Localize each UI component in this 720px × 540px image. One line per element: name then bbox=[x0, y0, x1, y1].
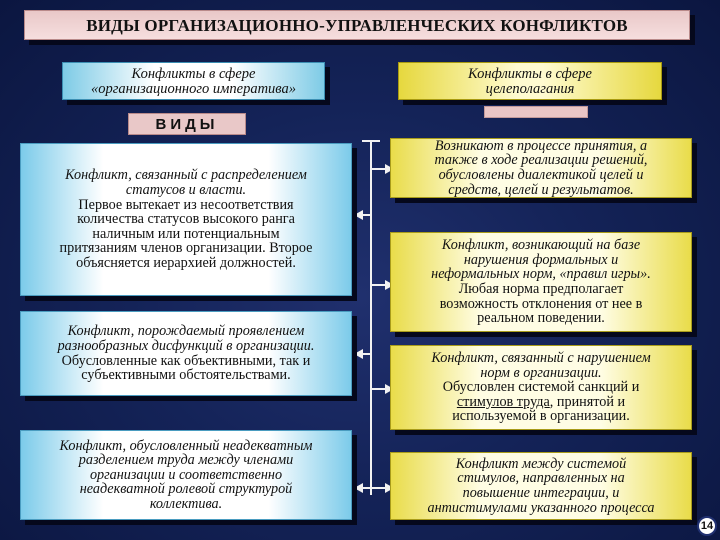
box-line: Любая норма предполагает bbox=[458, 281, 624, 297]
box-line: Конфликт, связанный с нарушением bbox=[431, 350, 651, 367]
connector-right-3 bbox=[371, 388, 385, 390]
connector-right-1 bbox=[371, 168, 385, 170]
box-line: Конфликт, возникающий на базе bbox=[441, 237, 641, 254]
box-line: норм в организации. bbox=[480, 364, 602, 381]
box-line: наличным или потенциальным bbox=[92, 225, 280, 242]
box-line: организации и соответственно bbox=[89, 466, 283, 483]
box-line: антистимулами указанного процесса bbox=[427, 499, 655, 516]
box-line: используемой в организации. bbox=[452, 408, 630, 425]
box-line: Возникают в процессе принятия, а bbox=[434, 137, 648, 154]
page-title: ВИДЫ ОРГАНИЗАЦИОННО-УПРАВЛЕНЧЕСКИХ КОНФЛИКТОВ bbox=[24, 10, 690, 40]
box-line: коллектива. bbox=[149, 495, 223, 512]
category-left-line: «организационного императива» bbox=[90, 81, 297, 97]
conflict-box-division-of-labor bbox=[20, 430, 352, 520]
box-line bbox=[395, 395, 687, 410]
box-line: разнообразных дисфункций в организации. bbox=[57, 337, 315, 354]
conflict-box-dysfunctions bbox=[20, 311, 352, 396]
box-line: возможность отклонения от нее в bbox=[439, 295, 643, 312]
box-line: Конфликт, порождаемый проявлением bbox=[67, 323, 305, 340]
page-number: 14 bbox=[697, 516, 717, 536]
category-right-line: целеполагания bbox=[485, 81, 575, 97]
box-line: средств, целей и результатов. bbox=[448, 181, 634, 198]
box-line: неформальных норм, «правил игры». bbox=[431, 266, 651, 283]
conflict-box-incentives bbox=[390, 452, 692, 520]
connector-right-2 bbox=[371, 284, 385, 286]
connector-right-4 bbox=[371, 487, 385, 489]
box-line: разделением труда между членами bbox=[78, 452, 294, 469]
arrow-left-3 bbox=[354, 483, 363, 493]
conflict-box-organizational-norms bbox=[390, 345, 692, 430]
box-line: повышение интеграции, и bbox=[462, 485, 620, 501]
category-organizational-imperative bbox=[62, 62, 325, 100]
box-line: статусов и власти. bbox=[125, 182, 247, 199]
box-line: стимулов, направленных на bbox=[457, 470, 625, 487]
box-line: объясняется иерархией должностей. bbox=[76, 254, 296, 271]
box-line: обусловлены диалектикой целей и bbox=[438, 167, 644, 183]
box-line: Конфликт, обусловленный неадекватным bbox=[59, 437, 313, 454]
box-line: нарушения формальных и bbox=[463, 251, 619, 268]
box-line-tail: , принятой и bbox=[549, 393, 626, 410]
box-line: также в ходе реализации решений, bbox=[434, 152, 648, 169]
connector-vertical bbox=[370, 140, 372, 495]
arrow-left-2 bbox=[354, 349, 363, 359]
conflict-box-status-power bbox=[20, 143, 352, 296]
box-line: Обусловлен системой санкций и bbox=[442, 379, 640, 396]
types-label: ВИДЫ bbox=[128, 113, 246, 135]
box-line: Конфликт, связанный с распределением bbox=[65, 167, 307, 184]
box-line: притязаниям членов организации. Второе bbox=[59, 240, 313, 257]
connector-top-tick bbox=[362, 140, 380, 142]
arrow-left-1 bbox=[354, 210, 363, 220]
category-goal-setting bbox=[398, 62, 662, 100]
conflict-box-norm-violation bbox=[390, 232, 692, 332]
category-left-line: Конфликты в сфере bbox=[131, 66, 256, 82]
box-line: неадекватной ролевой структурой bbox=[79, 481, 293, 498]
box-line: субъективными обстоятельствами. bbox=[81, 367, 291, 384]
box-line: Первое вытекает из несоответствия bbox=[78, 196, 294, 213]
connector-left-2 bbox=[362, 353, 371, 355]
decorative-bar bbox=[484, 106, 588, 118]
box-line: Обусловленные как объективными, так и bbox=[61, 352, 311, 369]
box-line: Конфликт между системой bbox=[455, 455, 627, 472]
connector-left-1 bbox=[362, 214, 371, 216]
category-right-line: Конфликты в сфере bbox=[468, 66, 592, 82]
conflict-box-decision-making bbox=[390, 138, 692, 198]
box-line: количества статусов высокого ранга bbox=[77, 211, 295, 228]
incentives-link[interactable]: стимулов труда bbox=[456, 393, 550, 410]
connector-left-3 bbox=[362, 487, 371, 489]
box-line: реальном поведении. bbox=[477, 310, 605, 327]
